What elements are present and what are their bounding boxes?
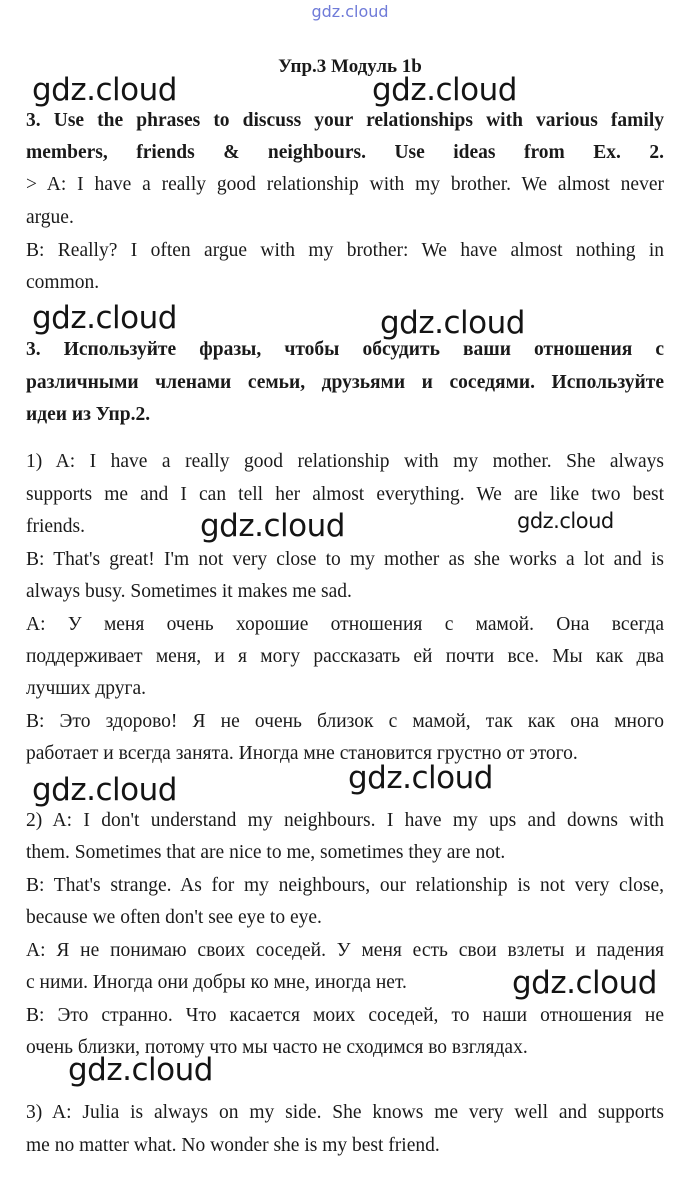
dialogue-2-line-6: с ними. Иногда они добры ко мне, иногда нет. [26,972,407,993]
dialogue-1-line-3: friends. [26,516,86,537]
task-en-line-1: 3. Use the phrases to discuss your relationships with various family [26,110,664,131]
watermark: gdz.cloud [348,760,493,796]
task-en-line-2: members, friends & neighbours. Use ideas from Ex. 2. [26,142,664,163]
dialogue-2-line-8: очень близки, потому что мы часто не сходимся во взглядах. [26,1037,528,1058]
dialogue-1-line-7: поддерживает меня, и я могу рассказать ей почти все. Мы как два [26,646,664,667]
watermark: gdz.cloud [32,300,177,336]
watermark: gdz.cloud [32,72,177,108]
dialogue-2-line-1: 2) A: I don't understand my neighbours. I have my ups and downs with [26,810,664,831]
site-watermark: gdz.cloud [311,2,389,21]
task-ru-line-1: 3. Используйте фразы, чтобы обсудить ваши отношения с [26,339,664,360]
watermark: gdz.cloud [517,509,614,533]
page-title: Упр.3 Модуль 1b [278,56,422,77]
dialogue-1-line-5: always busy. Sometimes it makes me sad. [26,581,352,602]
task-ru-line-2: различными членами семьи, друзьями и соседями. Используйте [26,372,664,393]
watermark: gdz.cloud [380,305,525,341]
dialogue-2-line-5: A: Я не понимаю своих соседей. У меня есть свои взлеты и падения [26,940,664,961]
example-line-2: argue. [26,207,74,228]
example-line-1: > A: I have a really good relationship with my brother. We almost never [26,174,664,195]
watermark: gdz.cloud [32,772,177,808]
dialogue-1-line-6: A: У меня очень хорошие отношения с мамой. Она всегда [26,614,664,635]
example-line-4: common. [26,272,100,293]
watermark: gdz.cloud [512,965,657,1001]
dialogue-2-line-4: because we often don't see eye to eye. [26,907,322,928]
dialogue-1-line-4: B: That's great! I'm not very close to my mother as she works a lot and is [26,549,664,570]
dialogue-1-line-8: лучших друга. [26,678,147,699]
example-line-3: B: Really? I often argue with my brother: We have almost nothing in [26,240,664,261]
dialogue-3-line-1: 3) A: Julia is always on my side. She knows me very well and supports [26,1102,664,1123]
dialogue-3-line-2: me no matter what. No wonder she is my best friend. [26,1135,440,1156]
dialogue-1-line-2: supports me and I can tell her almost everything. We are like two best [26,484,664,505]
watermark: gdz.cloud [68,1052,213,1088]
dialogue-2-line-7: B: Это странно. Что касается моих соседей, то наши отношения не [26,1005,664,1026]
dialogue-1-line-10: работает и всегда занята. Иногда мне становится грустно от этого. [26,743,578,764]
task-ru-line-3: идеи из Упр.2. [26,404,151,425]
watermark: gdz.cloud [200,508,345,544]
dialogue-1-line-1: 1) A: I have a really good relationship with my mother. She always [26,451,664,472]
dialogue-1-line-9: B: Это здорово! Я не очень близок с мамой, так как она много [26,711,664,732]
dialogue-2-line-2: them. Sometimes that are nice to me, sometimes they are not. [26,842,506,863]
watermark: gdz.cloud [372,72,517,108]
dialogue-2-line-3: B: That's strange. As for my neighbours, our relationship is not very close, [26,875,664,896]
